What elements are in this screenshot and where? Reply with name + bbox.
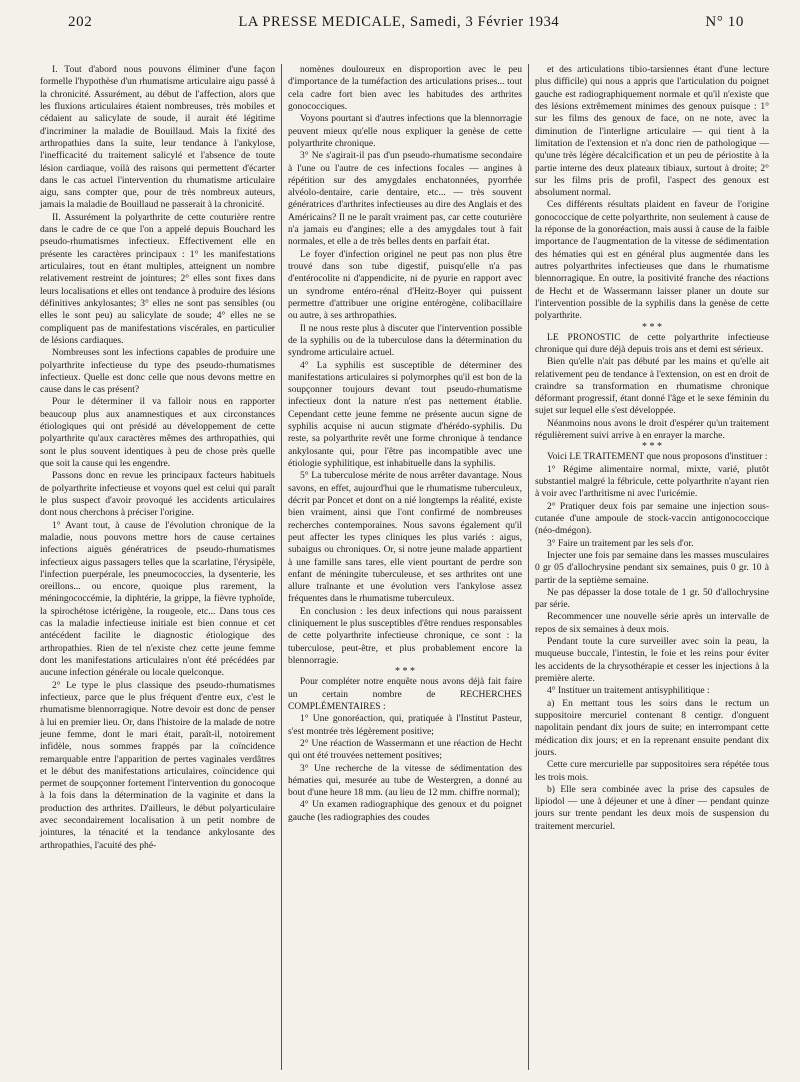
paragraph: Il ne nous reste plus à discuter que l'intervention possible de la syphilis ou de la tuberculose dans la détermination du syndrome articulaire actuel. [288, 322, 522, 359]
paragraph: Pour compléter notre enquête nous avons déjà fait faire un certain nombre de RECHERCHES COMPLÉMENTAIRES : [288, 676, 522, 712]
journal-title: LA PRESSE MEDICALE, Samedi, 3 Février 1934 [238, 14, 560, 30]
paragraph: Injecter une fois par semaine dans les masses musculaires 0 gr 05 d'allochrysine pendant six semaines, puis 0 gr. 10 à partir de la septième semaine. [535, 549, 769, 586]
paragraph: 4° Instituer un traitement antisyphilitique : [547, 685, 710, 697]
paragraph: 3° Une recherche de la vitesse de sédimentation des hématies qui, mesurée au tube de Westergren, a donné au bout d'une heure 18 mm. (au lieu de 12 mm. chiffre normal); [288, 762, 522, 799]
paragraph: et des articulations tibio-tarsiennes étant d'une lecture plus difficile) qui nous a appris que l'articulation du poignet gauche est radiographiquement normale et qu'il n'existe que des lésions extrêmement minimes des genoux puisque : 1° sur les films des genoux de face, on ne note, avec la diminution de l'interligne articulaire — qui tient à la limitation de l'extension et n'a donc rien de pathologique — qu'une très légère décalcification et un peu de périostite à la partie interne des deux plateaux tibiaux, surtout à droite; 2° sur les films pris de profil, l'aspect des genoux est absolument normal. [535, 64, 769, 199]
section-separator: * * * [395, 666, 415, 678]
paragraph: Voyons pourtant si d'autres infections que la blennorragie peuvent mieux qu'elle nous expliquer la genèse de cette polyarthrite chronique. [288, 113, 522, 149]
paragraph: nomènes douloureux en disproportion avec le peu d'importance de la tuméfaction des articulations prises... tout cela cadre fort bien avec les habitudes des arthrites gonococciques. [288, 64, 522, 112]
paragraph: Pendant toute la cure surveiller avec soin la peau, la muqueuse buccale, l'intestin, le foie et les reins pour éviter les accidents de la chrysothérapie et cesser les injections à la première alerte. [535, 636, 769, 684]
paragraph: Recommencer une nouvelle série après un intervalle de repos de six semaines à deux mois. [535, 611, 769, 635]
paragraph: 1° Avant tout, à cause de l'évolution chronique de la maladie, nous pouvons mettre hors de cause certaines infections aiguës génératrices de pseudo-rhumatismes infectieux aigus passagers telles que la scarlatine, l'érysipèle, l'infection puerpérale, les pneumococcies, la dysenterie, les oreillons... ou encore, quoique plus rarement, la méningococcémie, la diphtérie, la grippe, la fièvre typhoïde, la spirochétose ictérigène, la rougeole, etc... Dans tous ces cas la maladie infectieuse initiale est bien connue et cet antécédent facilite le diagnostic étiologique des arthropathies. Rien de tel n'existe chez cette jeune femme dont les manifestations articulaires n'ont été précédées par aucune infection générale ou locale quelconque. [40, 519, 275, 679]
paragraph: 4° La syphilis est susceptible de déterminer des manifestations articulaires si polymorphes qu'il est bon de la soupçonner toujours devant tout pseudo-rhumatisme infectieux dont la nature n'est pas nettement établie. Cependant cette jeune femme ne présente aucun signe de syphilis acquise ni aucun stigmate d'hérédo-syphilis. Du reste, sa polyarthrite revêt une forme chronique à tendance ankylosante qui, pour l'être pas incompatible avec une étiologie syphilitique, est inhabituelle dans la syphilis. [288, 359, 522, 469]
paragraph: 2° Le type le plus classique des pseudo-rhumatismes infectieux, parce que le plus fréquent d'entre eux, c'est le rhumatisme blennorragique. Notre devoir est donc de penser à lui en premier lieu. Or, dans l'histoire de la malade de notre jeune femme, dont le mari était, paraît-il, notoirement infidèle, nous sommes frappés par la coïncidence remarquable entre l'apparition de pertes vaginales verdâtres et le début des manifestations articulaires, coïncidence qui permet de soupçonner fortement l'intervention du gonocoque à la fois dans la détermination de la vaginite et dans la production des arthrites. D'ailleurs, le début polyarticulaire avec secondairement localisation à un petit nombre de jointures, la ténacité et la tendance ankylosante des arthropathies, l'acuité des phé- [40, 679, 275, 851]
paragraph: 2° Une réaction de Wassermann et une réaction de Hecht qui ont été trouvées nettement positives; [288, 737, 522, 762]
paragraph: LE PRONOSTIC de cette polyarthrite infectieuse chronique qui dure déjà depuis trois ans et demi est sérieux. [535, 331, 769, 355]
issue-number: N° 10 [705, 14, 744, 30]
paragraph: En conclusion : les deux infections qui nous paraissent cliniquement le plus susceptibles d'être rendues responsables de cette polyarthrite infectieuse chronique, ce sont : la tuberculose, peut-être, et plus probablement encore la blennorragie. [288, 605, 522, 666]
article-body [34, 64, 776, 1070]
running-header [68, 14, 744, 38]
paragraph: Le foyer d'infection originel ne peut pas non plus être trouvé dans son tube digestif, puisqu'elle n'a pas d'entérocolite ni d'appendicite, ni de pyurie en rapport avec un syndrome entéro-rénal d'Heitz-Boyer qui puissent permettre d'attribuer une origine entérogène, colibacillaire ou autre, à ses arthropathies. [288, 248, 522, 322]
paragraph: 4° Un examen radiographique des genoux et du poignet gauche (les radiographies des coudes [288, 799, 522, 823]
column-1 [34, 64, 281, 1070]
column-2 [281, 64, 528, 1070]
paragraph: Pour le déterminer il va falloir nous en rapporter beaucoup plus aux anamnestiques et aux circonstances étiologiques qui ont présidé au développement de cette polyarthrite qu'aux caractères mêmes des arthropathies, qui sont le plus souvent identiques à peu de chose près quelle que soit la cause qui les engendre. [40, 396, 275, 469]
paragraph: Voici LE TRAITEMENT que nous proposons d'instituer : [547, 451, 768, 463]
paragraph: a) En mettant tous les soirs dans le rectum un suppositoire mercuriel contenant 8 centigr. d'onguent napolitain pendant dix jours de suite; en interrompant cette médication dix jours; et en la reprenant ensuite pendant dix jours. [535, 697, 769, 758]
paragraph: Ces différents résultats plaident en faveur de l'origine gonococcique de cette polyarthrite, non seulement à cause de la réponse de la gonoréaction, mais aussi à cause de la faible importance de l'augmentation de la vitesse de sédimentation des hématies qui est en général plus augmentée dans les autres polyarthrites infectieuses que dans le rhumatisme blennorragique. En outre, la positivité franche des réactions de Hecht et de Wassermann laisser planer un doute sur l'intervention possible de la syphilis dans la genèse de cette polyarthrite. [535, 199, 769, 322]
paragraph: 3° Ne s'agirait-il pas d'un pseudo-rhumatisme secondaire à l'une ou l'autre de ces infections focales — angines à répétition sur des amygdales enchatonnées, pyorrhée alvéolo-dentaire, carie dentaire, etc... — très souvent génératrices d'arthrites infectieuses au dire des Anglais et des Américains? Il ne le paraît vraiment pas, car cette couturière n'a jamais eu d'angines; elle a des amygdales tout à fait normales, et elle a de très belles dents en parfait état. [288, 150, 522, 248]
paragraph: Passons donc en revue les principaux facteurs habituels de polyarthrite infectieuse et voyons quel est celui qui paraît le plus suspect d'avoir provoqué les accidents articulaires dont nous cherchons à préciser l'origine. [40, 470, 275, 519]
paragraph: 1° Régime alimentaire normal, mixte, varié, plutôt substantiel malgré la fébricule, cette polyarthrite n'ayant rien à voir avec l'arthritisme ni avec l'uricémie. [535, 463, 769, 500]
page-number: 202 [68, 14, 93, 30]
paragraph: 2° Pratiquer deux fois par semaine une injection sous-cutanée d'une ampoule de stock-vaccin antigonococcique (néo-dmégon). [535, 500, 769, 537]
paragraph: b) Elle sera combinée avec la prise des capsules de lipiodol — une à déjeuner et une à dîner — pendant quinze jours sur trente pendant les deux mois de suspension du traitement mercuriel. [535, 783, 769, 832]
paragraph: Bien qu'elle n'ait pas débuté par les mains et qu'elle ait relativement peu de tendance à l'extension, on est en droit de craindre sa transformation en rhumatisme chronique déformant progressif, étant donné l'âge et le sexe féminin du sujet sur lequel elle s'est développée. [535, 356, 769, 417]
paragraph: 3° Faire un traitement par les sels d'or. [547, 537, 694, 549]
paragraph: Nombreuses sont les infections capables de produire une polyarthrite infectieuse du type des pseudo-rhumatismes infectieux. Quelle est donc celle que nous devons mettre en cause dans le cas présent? [40, 347, 275, 396]
paragraph: I. Tout d'abord nous pouvons éliminer d'une façon formelle l'hypothèse d'un rhumatisme articulaire aigu passé à la chronicité. Assurément, au début de l'affection, alors que les fluxions articulaires étaient nombreuses, très mobiles et cédaient au salicylate de soude, il aurait été légitime d'incriminer la maladie de Bouillaud. Mais la fixité des arthropathies dans la suite, leur tendance à l'ankylose, l'inefficacité du traitement salicylé et l'absence de toute lésion cardiaque, voilà des raisons qui permettent d'écarter dans le cas actuel l'intervention du rhumatisme articulaire aigu, sans compter que, pour de très nombreux auteurs, jamais la maladie de Bouillaud ne passerait à la chronicité. [40, 64, 275, 211]
section-separator: * * * [642, 441, 662, 453]
paragraph: Néanmoins nous avons le droit d'espérer qu'un traitement régulièrement suivi arrive à en enrayer la marche. [535, 417, 769, 442]
paragraph: Ne pas dépasser la dose totale de 1 gr. 50 d'allochrysine par série. [535, 586, 769, 611]
section-separator: * * * [642, 321, 662, 333]
paragraph: Cette cure mercurielle par suppositoires sera répétée tous les trois mois. [535, 759, 769, 783]
paragraph: 1° Une gonoréaction, qui, pratiquée à l'Institut Pasteur, s'est montrée très légèrement positive; [288, 713, 522, 737]
column-3 [528, 64, 775, 1070]
paragraph: 5° La tuberculose mérite de nous arrêter davantage. Nous savons, en effet, aujourd'hui que le rhumatisme tuberculeux, décrit par Poncet et dont on a nié longtemps la réalité, existe bien vraiment, ainsi que l'ont confirmé de nombreuses recherches contemporaines. Nous savons également qu'il peut affecter les types cliniques les plus variés : aigus, subaigus ou chroniques. Or, si notre jeune malade appartient à une famille sans tares, elle vient pourtant de perdre son enfant de méningite tuberculeuse, et ses arthrites ont une allure traînante et une évolution vers l'ankylose assez fréquentes dans le rhumatisme tuberculeux. [288, 470, 522, 605]
paragraph: II. Assurément la polyarthrite de cette couturière rentre dans le cadre de ce que l'on a appelé depuis Bouchard les pseudo-rhumatismes infectieux. Effectivement elle en présente les caractères principaux : 1° les manifestations articulaires, tout en étant multiples, atteignent un nombre relativement restreint de jointures; 2° elles sont fixes dans leurs localisations et elles ont tendance à produire des lésions définitives ankylosantes; 3° elles ne sont pas sensibles (ou elles le sont peu) au salicylate de soude; 4° elles ne se compliquent pas de manifestations viscérales, en particulier de lésions cardiaques. [40, 211, 275, 346]
